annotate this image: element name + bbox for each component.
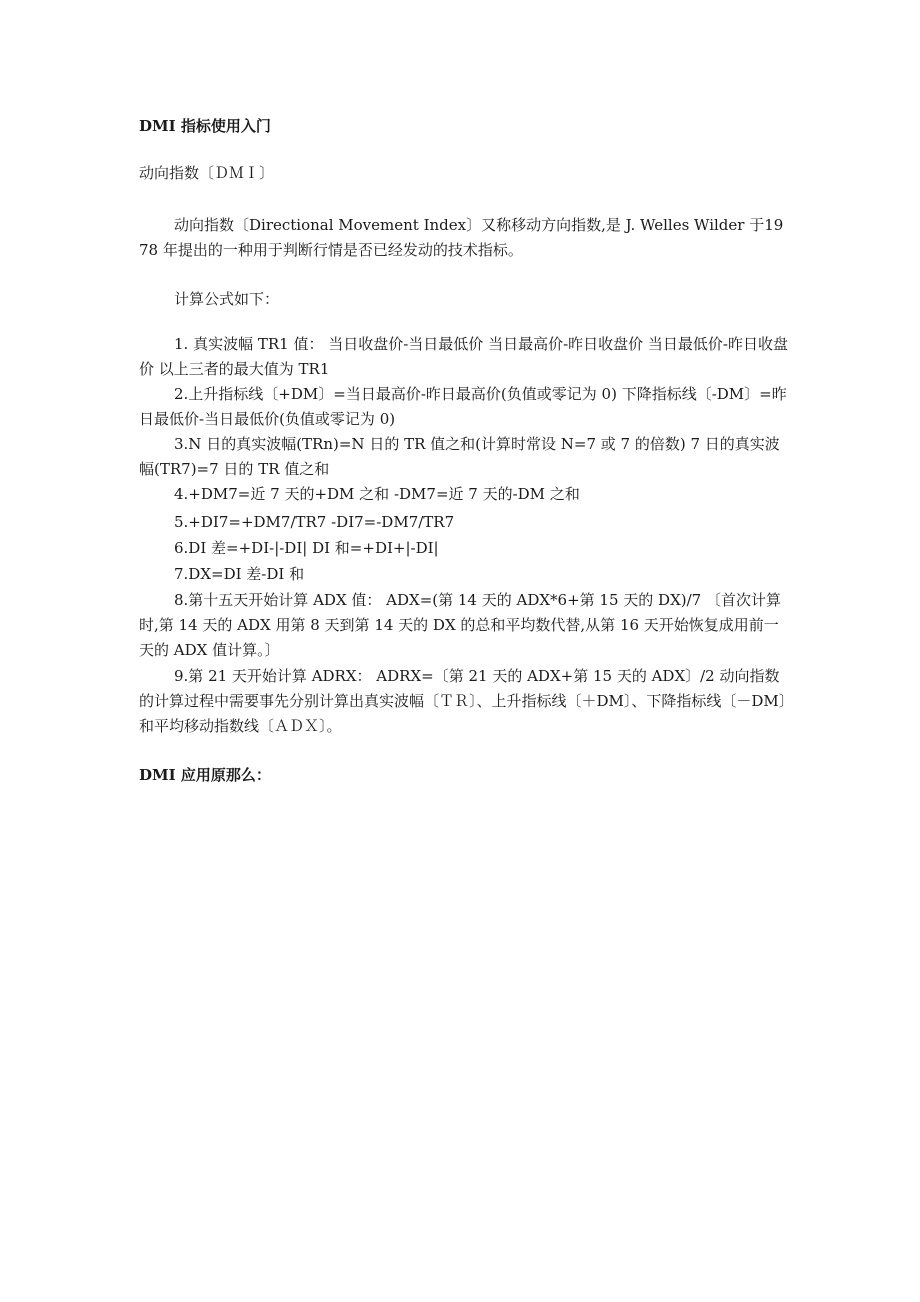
formula-step-5: 5.+DI7=+DM7/TR7 -DI7=-DM7/TR7 xyxy=(174,513,455,531)
formula-step-4: 4.+DM7=近 7 天的+DM 之和 -DM7=近 7 天的-DM 之和 xyxy=(174,485,580,503)
formula-step-9: 9.第 21 天开始计算 ADRX： ADRX=〔第 21 天的 ADX+第 15 天的 ADX〕/2 动向指数的计算过程中需要事先分别计算出真实波幅〔ＴＲ〕、上升指标线〔＋DM〕、下降指标线〔－DM〕和平均移动指数线〔ＡＤＸ〕。 xyxy=(139,667,787,735)
document-title: DMI 指标使用入门 xyxy=(139,117,271,135)
formula-step-6: 6.DI 差=+DI-|-DI| DI 和=+DI+|-DI| xyxy=(174,539,439,557)
document-subtitle: 动向指数〔ＤＭＩ〕 xyxy=(139,164,275,182)
formula-step-2: 2.上升指标线〔+DM〕=当日最高价-昨日最高价(负值或零记为 0) 下降指标线〔-DM〕=昨日最低价-当日最低价(负值或零记为 0) xyxy=(139,385,787,428)
formula-step-3: 3.N 日的真实波幅(TRn)=N 日的 TR 值之和(计算时常设 N=7 或 7 的倍数) 7 日的真实波幅(TR7)=7 日的 TR 值之和 xyxy=(139,435,780,478)
formula-step-8: 8.第十五天开始计算 ADX 值： ADX=(第 14 天的 ADX*6+第 15 天的 DX)/7 〔首次计算时,第 14 天的 ADX 用第 8 天到第 14 天的 DX 的总和平均数代替,从第 16 天开始恢复成用前一天的 ADX 值计算。〕 xyxy=(139,591,781,659)
intro-paragraph: 动向指数〔Directional Movement Index〕又称移动方向指数,是 J. Welles Wilder 于1978 年提出的一种用于判断行情是否已经发动的技术指标。 xyxy=(139,216,784,259)
formula-step-1: 1. 真实波幅 TR1 值： 当日收盘价-当日最低价 当日最高价-昨日收盘价 当日最低价-昨日收盘价 以上三者的最大值为 TR1 xyxy=(139,335,788,378)
formula-intro: 计算公式如下： xyxy=(174,290,280,308)
section-heading: DMI 应用原那么： xyxy=(139,766,271,784)
formula-step-7: 7.DX=DI 差-DI 和 xyxy=(174,565,305,583)
